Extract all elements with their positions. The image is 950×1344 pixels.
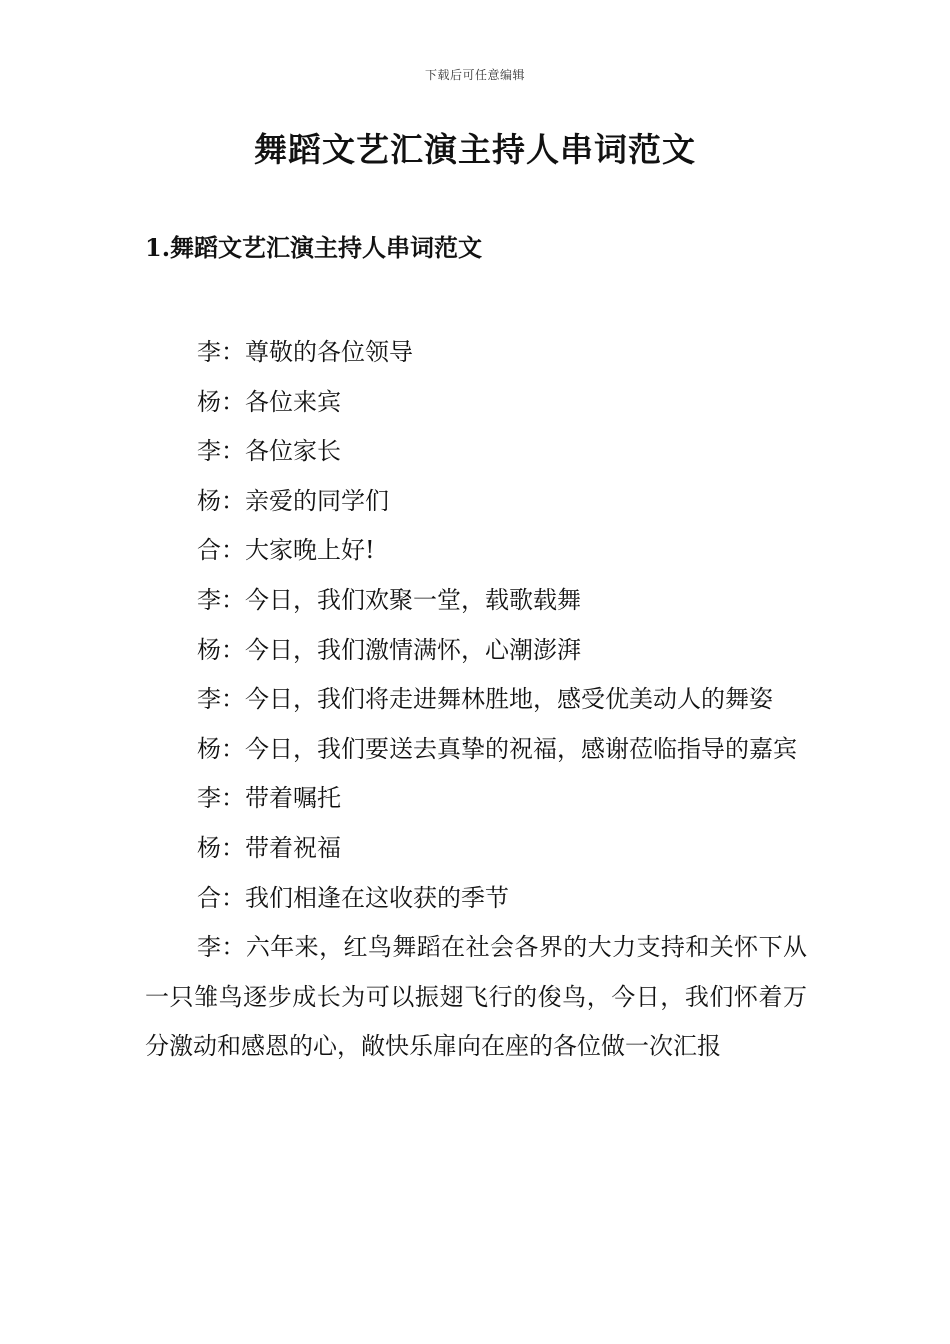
document-title: 舞蹈文艺汇演主持人串词范文 [254,130,696,169]
paragraph: 杨：各位来宾 [197,387,341,416]
header-note: 下载后可任意编辑 [424,68,525,82]
paragraph: 李：尊敬的各位领导 [197,338,413,366]
paragraph: 李：各位家长 [197,437,341,466]
paragraph: 合：大家晚上好! [197,536,375,565]
paragraph: 杨：今日，我们要送去真挚的祝福，感谢莅临指导的嘉宾 [197,734,797,763]
paragraph: 李：今日，我们欢聚一堂，载歌载舞 [197,585,581,614]
paragraph: 李：六年来，红鸟舞蹈在社会各界的大力支持和关怀下从一只雏鸟逐步成长为可以振翅飞行的俊鸟，今日，我们怀着万分激动和感恩的心，敞快乐扉向在座的各位做一次汇报 [145,933,807,1061]
section-heading: 1.舞蹈文艺汇演主持人串词范文 [145,233,483,262]
paragraph: 李：带着嘱托 [197,784,341,813]
paragraph: 杨：亲爱的同学们 [197,486,389,515]
paragraph: 合：我们相逢在这收获的季节 [197,883,509,912]
paragraph: 李：今日，我们将走进舞林胜地，感受优美动人的舞姿 [197,685,773,714]
paragraph: 杨：今日，我们激情满怀，心潮澎湃 [197,635,581,664]
document-body [145,328,807,1072]
paragraph: 杨：带着祝福 [197,833,341,862]
